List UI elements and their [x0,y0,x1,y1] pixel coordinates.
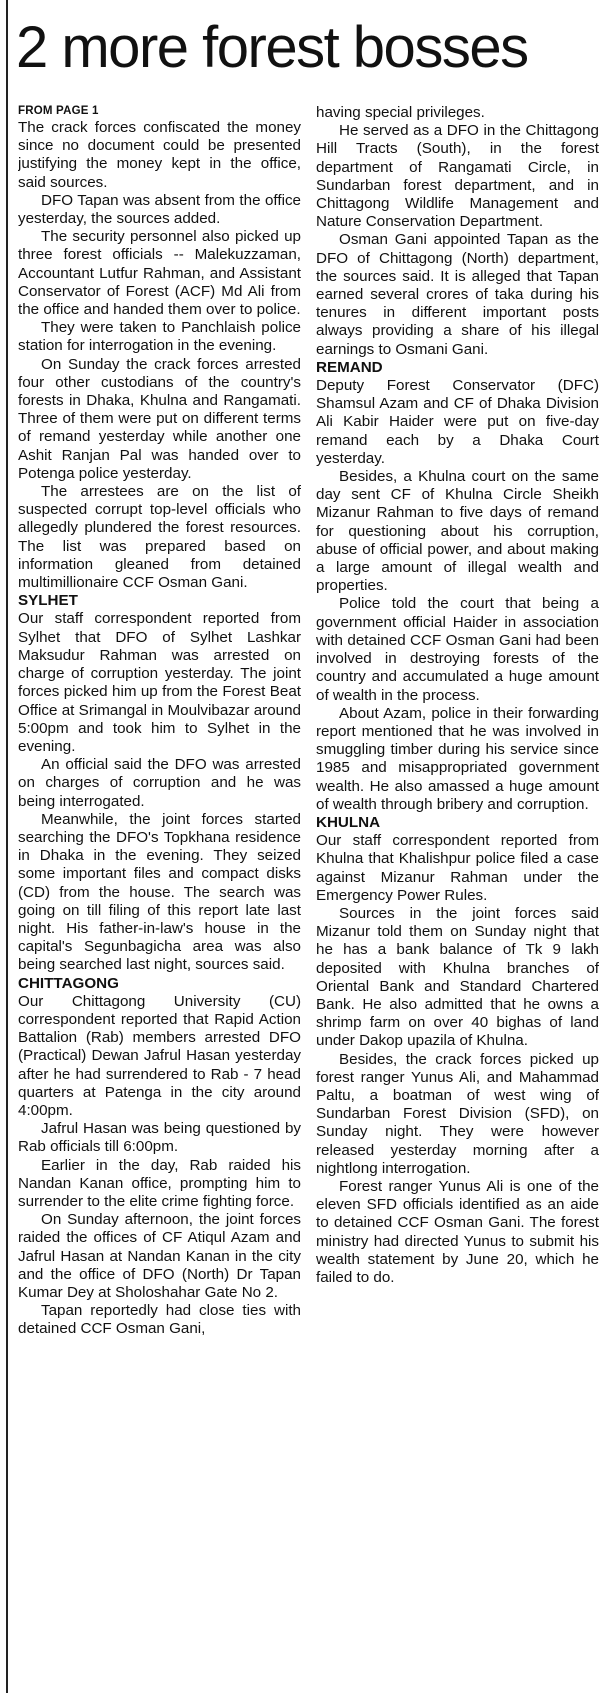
subheading-sylhet: SYLHET [18,592,78,610]
paragraph: The crack forces confiscated the money since no document could be presented justifying the money kept in the office, said sources. [18,119,301,191]
paragraph: An official said the DFO was arrested on charges of corruption and he was being interrogated. [18,756,301,810]
paragraph: On Sunday afternoon, the joint forces raided the offices of CF Atiqul Azam and Jafrul Hasan at Nandan Kanan in the city and the office of DFO (North) Dr Tapan Kumar Dey at Sholoshahar Gate No 2. [18,1211,301,1301]
paragraph: The security personnel also picked up three forest officials -- Malekuzzaman, Accountant Lutfur Rahman, and Assistant Conservator of Forest (ACF) Md Ali from the office and handed them over to police. [18,228,301,319]
paragraph: Deputy Forest Conservator (DFC) Shamsul Azam and CF of Dhaka Division Ali Kabir Haider were put on five-day remand each by a Dhaka Court yesterday. [316,377,599,467]
paragraph: They were taken to Panchlaish police station for interrogation in the evening. [18,319,301,355]
article-column-left [18,104,301,1339]
paragraph: About Azam, police in their forwarding report mentioned that he was involved in smuggling timber during his service since 1985 and misappropriated government wealth. He also amassed a huge amount of wealth through bribery and corruption. [316,704,599,813]
paragraph: Forest ranger Yunus Ali is one of the eleven SFD officials identified as an aide to detained CCF Osman Gani. The forest ministry had directed Yunus to submit his wealth statement by June 20, which he failed to do. [316,1177,599,1286]
paragraph: The arrestees are on the list of suspected corrupt top-level officials who allegedly plundered the forest resources. The list was prepared based on information gleaned from detained multimillionaire CCF Osman Gani. [18,483,301,592]
headline: 2 more forest bosses [16,15,528,80]
paragraph: Besides, a Khulna court on the same day sent CF of Khulna Circle Sheikh Mizanur Rahman to five days of remand for questioning about his corruption, abuse of official power, and about making a large amount of illegal wealth and properties. [316,468,599,595]
paragraph: He served as a DFO in the Chittagong Hill Tracts (South), in the forest department of Rangamati Circle, in Sundarban forest department, and in Chittagong Wildlife Management and Nature Conservation Department. [316,122,599,231]
paragraph: Osman Gani appointed Tapan as the DFO of Chittagong (North) department, the sources said. It is alleged that Tapan earned several crores of taka during his tenures in different important posts always providing a share of his illegal earnings to Osmani Gani. [316,231,599,358]
subheading-remand: REMAND [316,358,383,376]
from-page-label: FROM PAGE 1 [18,105,99,117]
paragraph: having special privileges. [316,104,485,121]
paragraph: Police told the court that being a government official Haider in association with detained CCF Osman Gani had been involved in destroying forests of the country and accumulated a huge amount of wealth in the process. [316,595,599,704]
paragraph: DFO Tapan was absent from the office yesterday, the sources added. [18,191,301,228]
subheading-khulna: KHULNA [316,813,381,831]
paragraph: Our Chittagong University (CU) correspondent reported that Rapid Action Battalion (Rab) members arrested DFO (Practical) Dewan Jafrul Hasan yesterday after he had surrendered to Rab - 7 head quarters at Patenga in the city around 4:00pm. [18,992,301,1119]
paragraph: Our staff correspondent reported from Sylhet that DFO of Sylhet Lashkar Maksudur Rahman was arrested on charge of corruption yesterday. The joint forces picked him up from the Forest Beat Office at Srimangal in Moulvibazar around 5:00pm and took him to Sylhet in the evening. [18,610,301,755]
paragraph: Tapan reportedly had close ties with detained CCF Osman Gani, [18,1302,301,1338]
paragraph: Besides, the crack forces picked up forest ranger Yunus Ali, and Mahammad Paltu, a boatman of west wing of Sundarban Forest Division (SFD), on Sunday night. They were however released yesterday morning after a nightlong interrogation. [316,1050,599,1177]
article-column-right [316,104,599,1287]
paragraph: Jafrul Hasan was being questioned by Rab officials till 6:00pm. [18,1120,301,1156]
paragraph: Sources in the joint forces said Mizanur told them on Sunday night that he has a bank balance of Tk 9 lakh deposited with Khulna branches of Oriental Bank and Standard Chartered Bank. He also admitted that he owns a shrimp farm on over 40 bighas of land under Dakop upazila of Khulna. [316,904,599,1050]
paragraph: Earlier in the day, Rab raided his Nandan Kanan office, prompting him to surrender to the elite crime fighting force. [18,1156,301,1210]
subheading-chittagong: CHITTAGONG [18,974,119,992]
paragraph: On Sunday the crack forces arrested four other custodians of the country's forests in Dhaka, Khulna and Rangamati. Three of them were put on different terms of remand yesterday while another one Ashit Ranjan Pal was handed over to Potenga police yesterday. [18,355,301,482]
paragraph: Meanwhile, the joint forces started searching the DFO's Topkhana residence in Dhaka in the evening. They seized some important files and compact disks (CD) from the house. The search was going on till filing of this report late last night. His father-in-law's house in the capital's Segunbagicha area was also being searched last night, sources said. [18,810,301,974]
paragraph: Our staff correspondent reported from Khulna that Khalishpur police filed a case against Mizanur Rahman under the Emergency Power Rules. [316,832,599,904]
column-rule [6,0,8,1693]
